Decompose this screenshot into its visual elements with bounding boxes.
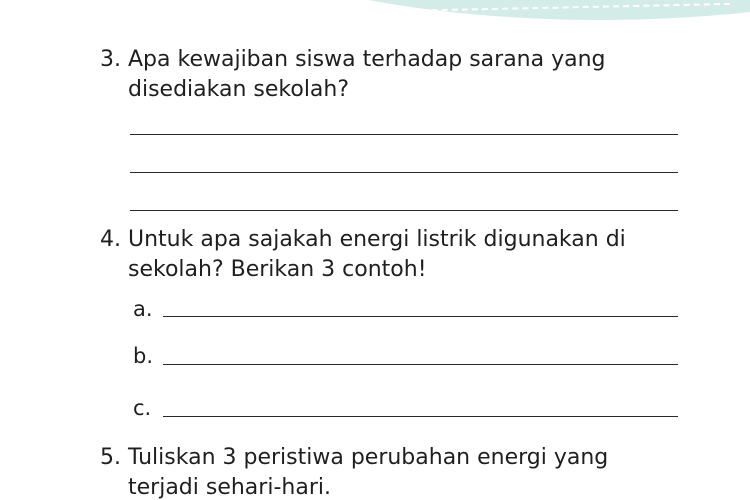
question-number: 5.	[100, 445, 121, 470]
answer-line[interactable]	[130, 210, 678, 211]
answer-label-a: a.	[133, 297, 153, 321]
question-text	[128, 225, 688, 285]
answer-line-a[interactable]	[163, 316, 678, 317]
question-text-line: terjadi sehari-hari.	[128, 475, 331, 500]
question-number: 3.	[100, 47, 121, 72]
question-text-line: disediakan sekolah?	[128, 77, 350, 102]
question-text-line: sekolah? Berikan 3 contoh!	[128, 257, 427, 282]
question-number: 4.	[100, 227, 121, 252]
answer-label-b: b.	[133, 344, 154, 368]
question-text-line: Tuliskan 3 peristiwa perubahan energi yang	[128, 445, 609, 470]
question-text	[128, 45, 688, 105]
question-text	[128, 443, 688, 500]
answer-line[interactable]	[130, 172, 678, 173]
question-text-line: Untuk apa sajakah energi listrik digunakan di	[128, 227, 626, 252]
answer-line-b[interactable]	[163, 364, 678, 365]
question-text-line: Apa kewajiban siswa terhadap sarana yang	[128, 47, 606, 72]
answer-label-c: c.	[133, 396, 152, 420]
answer-line[interactable]	[130, 134, 678, 135]
answer-line-c[interactable]	[163, 416, 678, 417]
